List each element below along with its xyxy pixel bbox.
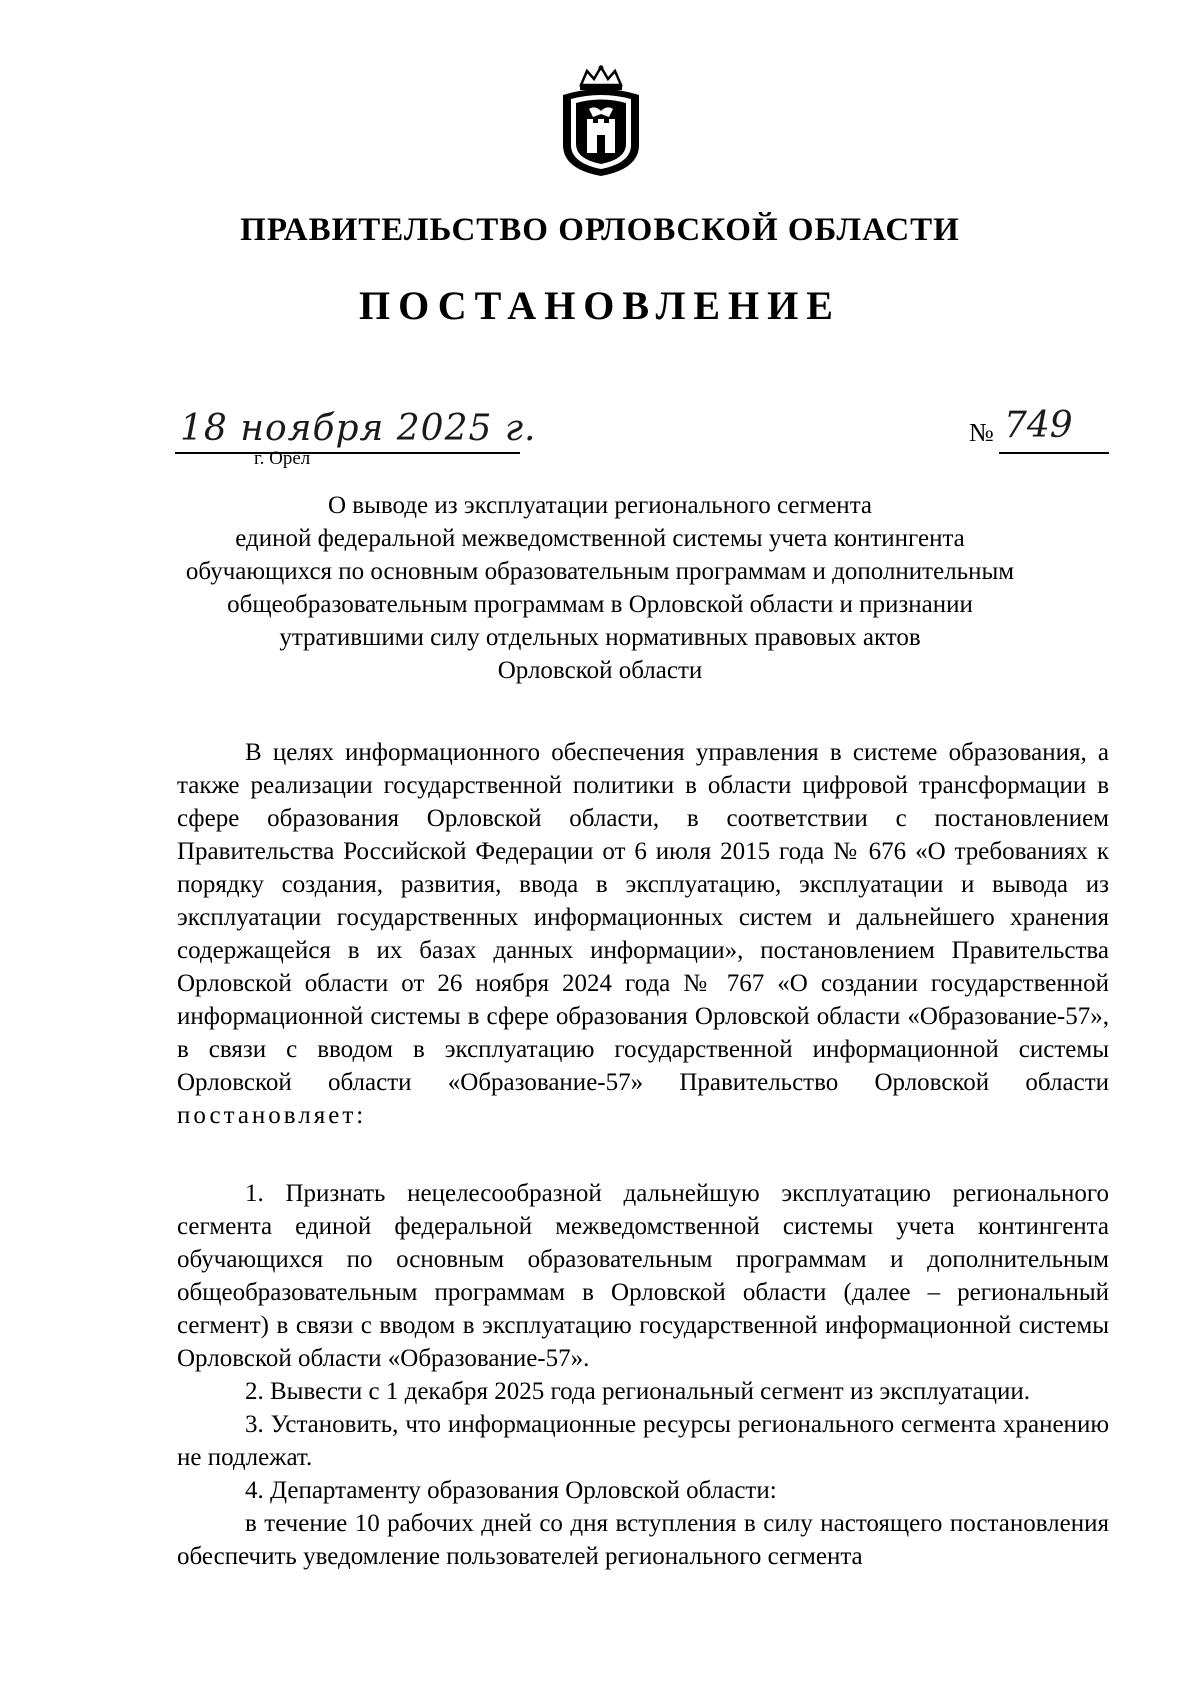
resolve-word: постановляет: [177, 1102, 367, 1129]
title-line: единой федеральной межведомственной системы учета контингента [235, 525, 965, 552]
document-title [130, 489, 1070, 687]
preamble-text: В целях информационного обеспечения управления в системе образования, а также реализации государственной политики в области цифровой трансформации в сфере образования Орловской области, в соответствии с постановлением Правительства Российской Федерации от 6 июля 2015 года № 676 «О требованиях к порядку создания, развития, ввода в эксплуатацию, эксплуатации и вывода из эксплуатации государственных информационных систем и дальнейшего хранения содержащейся в их базах данных информации», постановлением Правительства Орловской области от 26 ноября 2024 года № 767 «О создании государственной информационной системы в сфере образования Орловской области «Образование-57», в связи с вводом в эксплуатацию государственной информационной системы Орловской области «Образование-57» Правительство Орловской области [177, 739, 1109, 1096]
document-type: ПОСТАНОВЛЕНИЕ [359, 283, 841, 328]
title-line: общеобразовательным программам в Орловской области и признании [227, 591, 973, 618]
item-2: 2. Вывести с 1 декабря 2025 года региональный сегмент из эксплуатации. [245, 1378, 1031, 1405]
handwritten-date: 18 ноября 2025 г. [180, 408, 537, 449]
orel-region-coat-of-arms-icon [559, 65, 643, 178]
preamble-paragraph [177, 736, 1109, 1132]
item-4: 4. Департаменту образования Орловской области: [245, 1477, 777, 1504]
organization-name: ПРАВИТЕЛЬСТВО ОРЛОВСКОЙ ОБЛАСТИ [240, 212, 960, 248]
city-label: г. Орёл [254, 448, 311, 469]
number-underline [999, 452, 1109, 454]
title-line: утратившими силу отдельных нормативных правовых актов [279, 624, 921, 651]
title-line: О выводе из эксплуатации регионального сегмента [327, 492, 873, 519]
date-underline [175, 452, 520, 454]
handwritten-number: 749 [1004, 405, 1073, 446]
title-line: обучающихся по основным образовательным программам и дополнительным [185, 558, 1015, 585]
title-line: Орловской области [497, 657, 703, 684]
number-sign: № [969, 418, 994, 447]
item-4-subparagraph: в течение 10 рабочих дней со дня вступления в силу настоящего постановления обеспечить уведомление пользователей регионального сегмента [177, 1510, 1109, 1570]
item-1: 1. Признать нецелесообразной дальнейшую эксплуатацию регионального сегмента единой федеральной межведомственной системы учета контингента обучающихся по основным образовательным программам и дополнительным общеобразовательным программам в Орловской области (далее – региональный сегмент) в связи с вводом в эксплуатацию государственной информационной системы Орловской области «Образование-57». [177, 1180, 1109, 1372]
item-3: 3. Установить, что информационные ресурсы регионального сегмента хранению не подлежат. [177, 1411, 1109, 1471]
